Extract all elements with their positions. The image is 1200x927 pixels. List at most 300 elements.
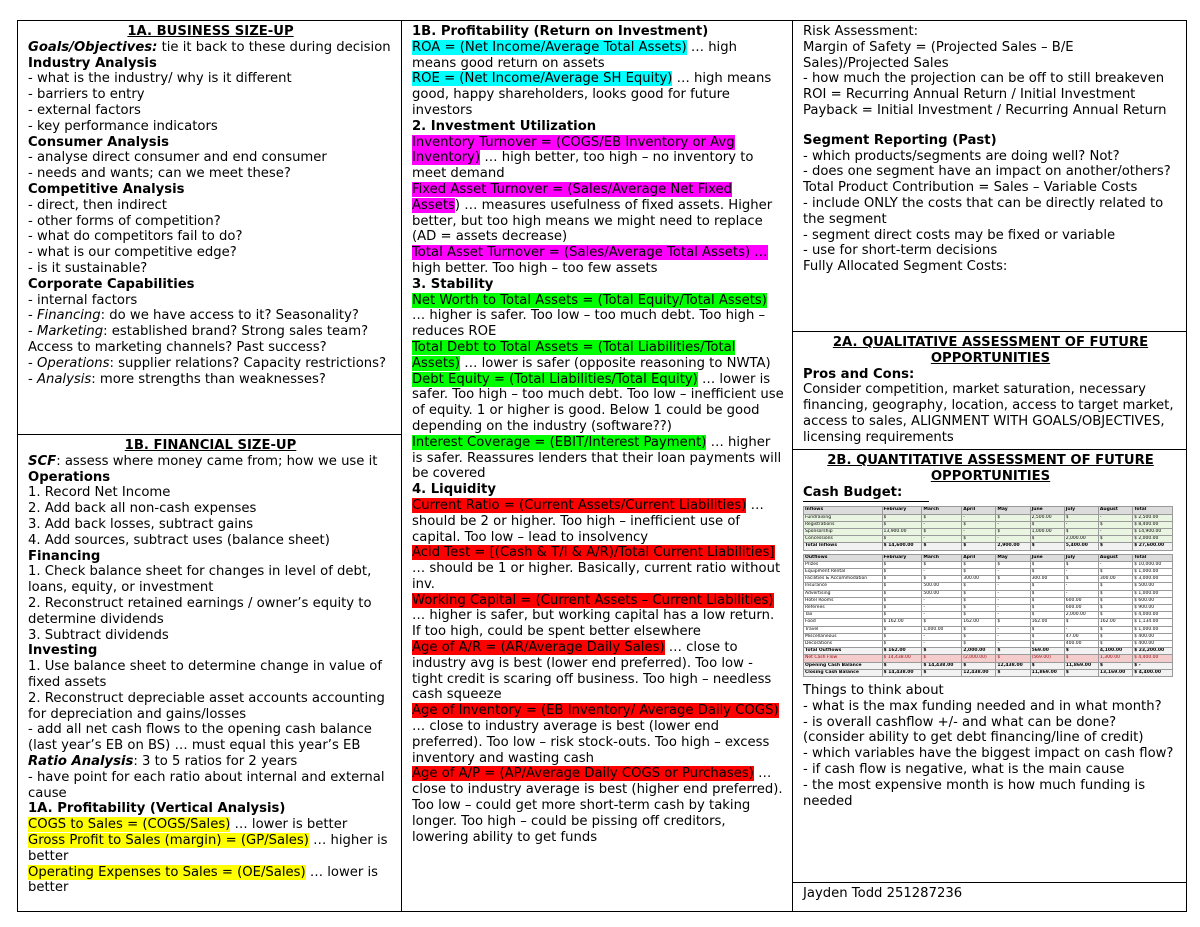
table-cell: -: [996, 521, 1030, 528]
corporate-heading: Corporate Capabilities: [28, 276, 195, 292]
text-line: - which variables have the biggest impact on cash flow?: [803, 746, 1174, 762]
goals-text: tie it back to these during decision: [157, 39, 391, 55]
table-cell: $: [1098, 583, 1132, 590]
list-item: 3. Subtract dividends: [28, 627, 169, 643]
table-cell: 500.00: [922, 590, 962, 597]
goals-label: Goals/Objectives:: [28, 39, 158, 55]
cash-budget-table: [803, 506, 1173, 677]
ratio-note: … close to industry avg is best (lower end preferred). Too low - tight credit is scaring off business. Too high – needless cash squeeze: [412, 640, 772, 703]
table-cell: $: [882, 561, 922, 568]
table-cell: $: [1030, 590, 1064, 597]
section-title: 1A. BUSINESS SIZE-UP: [127, 24, 294, 39]
table-cell: 600.00: [1064, 605, 1098, 612]
table-cell: -: [996, 590, 1030, 597]
table-cell: 600.00: [1064, 597, 1098, 604]
table-cell: $: [1030, 633, 1064, 640]
text-line: Total Product Contribution = Sales – Variable Costs: [803, 180, 1138, 196]
ratio-item: [28, 865, 393, 897]
table-cell: $ 14,600.00: [882, 543, 922, 550]
list-item: - is it sustainable?: [28, 260, 148, 276]
list-item: - Operations: supplier relations? Capacity restrictions?: [28, 355, 387, 371]
ratio-note: … high means good return on assets: [412, 39, 737, 71]
table-cell: -: [922, 641, 962, 648]
row-label: Decorations: [804, 641, 883, 648]
row-label: Travel: [804, 626, 883, 633]
table-cell: February: [882, 554, 922, 561]
row-label: Tax: [804, 612, 883, 619]
table-row: [804, 561, 1173, 568]
table-cell: $ 500.00: [1133, 583, 1173, 590]
table-cell: $: [996, 514, 1030, 521]
vertical-list: [28, 817, 393, 896]
table-cell: 5,400.00: [1064, 543, 1098, 550]
table-cell: $: [1030, 605, 1064, 612]
table-cell: (2,000.00): [962, 655, 996, 662]
vertical-analysis-heading: 1A. Profitability (Vertical Analysis): [28, 801, 286, 817]
list-item: 1. Check balance sheet for changes in level of debt, loans, equity, or investment: [28, 564, 372, 596]
table-cell: $ 14,438.00: [882, 669, 922, 676]
operations-list: [28, 485, 393, 548]
table-cell: -: [922, 536, 962, 543]
table-cell: $ 1,000.00: [1133, 590, 1173, 597]
table-cell: $: [962, 605, 996, 612]
competitive-list: [28, 198, 393, 277]
table-cell: July: [1064, 507, 1098, 514]
table-cell: August: [1098, 554, 1132, 561]
goals-line: [28, 40, 393, 56]
ratio-item: [28, 833, 393, 865]
table-row: [804, 633, 1173, 640]
text-line: - the most expensive month is how much funding is needed: [803, 777, 1146, 809]
table-cell: -: [922, 521, 962, 528]
segment-heading: Segment Reporting (Past): [803, 132, 997, 148]
ratio-note: high better. Too high – too few assets: [412, 260, 658, 276]
ratio-item: [412, 372, 784, 435]
table-cell: March: [922, 507, 962, 514]
table-cell: 2,500.00: [1030, 514, 1064, 521]
table-cell: $: [882, 641, 922, 648]
table-cell: $ 4,400.00: [1133, 655, 1173, 662]
list-item: 2. Add back all non-cash expenses: [28, 501, 257, 517]
table-cell: $: [1098, 569, 1132, 576]
author-cell: [792, 882, 1187, 912]
cash-budget-label-wrap: [803, 485, 1178, 503]
table-cell: $: [882, 576, 922, 583]
table-cell: -: [962, 514, 996, 521]
text-line: Things to think about: [803, 683, 944, 699]
table-row: [804, 655, 1173, 662]
table-cell: $ 14,438.00: [922, 662, 962, 669]
table-cell: $ 400.00: [1133, 641, 1173, 648]
table-cell: -: [1064, 590, 1098, 597]
industry-list: [28, 71, 393, 134]
table-cell: $: [962, 612, 996, 619]
table-cell: -: [1064, 521, 1098, 528]
row-label: Inflows: [804, 507, 883, 514]
section-title: 2A. QUALITATIVE ASSESSMENT OF FUTURE OPPORTUNITIES: [832, 335, 1149, 366]
table-cell: $: [922, 619, 962, 626]
text-line: - if cash flow is negative, what is the main cause: [803, 762, 1125, 778]
table-cell: -: [922, 612, 962, 619]
table-cell: -: [1098, 529, 1132, 536]
ratio-formula: ROE = (Net Income/Average SH Equity): [412, 71, 673, 87]
qualitative-cell: [792, 331, 1187, 450]
table-cell: $: [962, 583, 996, 590]
table-cell: $: [1098, 543, 1132, 550]
financial-size-up-cell: [17, 434, 402, 912]
ratio-formula: Age of A/R = (AR/Average Daily Sales): [412, 640, 665, 656]
item-text: : established brand? Strong sales team? Access to marketing channels? Past success?: [28, 324, 369, 355]
table-cell: $: [922, 561, 962, 568]
ratio-note: … higher is safer. Reassures lenders that their loan payments will be covered: [412, 434, 782, 482]
table-cell: $: [1064, 648, 1098, 655]
row-label: Registrations: [804, 521, 883, 528]
text-line: - include ONLY the costs that can be directly related to the segment: [803, 195, 1164, 227]
ratio-item: [412, 293, 784, 340]
table-cell: $: [996, 655, 1030, 662]
ratio-note: ) … measures usefulness of fixed assets. Higher better, but too high means we might need to replace (AD = assets decrease): [412, 197, 773, 245]
table-cell: 162.00: [962, 619, 996, 626]
table-row: [804, 529, 1173, 536]
table-cell: $: [962, 590, 996, 597]
table-cell: $: [1098, 597, 1132, 604]
ratio-line: [28, 754, 393, 770]
item-text: : more strengths than weaknesses?: [91, 371, 326, 387]
table-cell: July: [1064, 554, 1098, 561]
table-row: [804, 641, 1173, 648]
table-cell: $: [962, 569, 996, 576]
table-cell: $: [882, 612, 922, 619]
list-item: 2. Reconstruct retained earnings / owner’s equity to determine dividends: [28, 595, 372, 627]
list-item: 3. Add back losses, subtract gains: [28, 516, 254, 532]
ratio-note: … high means good, happy shareholders, looks good for future investors: [412, 71, 772, 118]
ratio-formula: Age of A/P = (AP/Average Daily COGS or Purchases): [412, 766, 754, 782]
list-item: - key performance indicators: [28, 118, 218, 134]
text-line: Payback = Initial Investment / Recurring Annual Return: [803, 102, 1167, 118]
ratio-note: … higher is better: [28, 832, 388, 864]
text-line: ROI = Recurring Annual Return / Initial Investment: [803, 87, 1136, 103]
ratio-item: [412, 640, 784, 703]
table-cell: $ 900.00: [1133, 605, 1173, 612]
table-cell: $ 1,134.00: [1133, 619, 1173, 626]
scf-label: SCF: [28, 453, 57, 469]
table-cell: -: [996, 626, 1030, 633]
ratio-formula: Total Asset Turnover = (Sales/Average Total Assets) …: [412, 245, 768, 261]
list-item: - barriers to entry: [28, 87, 145, 103]
table-cell: $: [922, 543, 962, 550]
table-cell: 13,169.00: [1098, 669, 1132, 676]
table-row: [804, 612, 1173, 619]
study-sheet: [17, 20, 1187, 912]
row-label: Concessions: [804, 536, 883, 543]
table-cell: $: [962, 641, 996, 648]
row-label: Advertising: [804, 590, 883, 597]
ratio-note: … lower is safer (opposite reasoning to NWTA): [460, 355, 771, 371]
text-line: - segment direct costs may be fixed or variable: [803, 227, 1116, 243]
table-cell: $: [1030, 662, 1064, 669]
table-cell: $: [882, 633, 922, 640]
table-cell: $ 4,400.00: [1133, 669, 1173, 676]
ratio-item: [412, 545, 784, 592]
table-cell: -: [1064, 569, 1098, 576]
text-line: Margin of Safety = (Projected Sales – B/E Sales)/Projected Sales: [803, 39, 1074, 71]
ratio-item: [412, 703, 784, 766]
row-label: Outflows: [804, 554, 883, 561]
table-cell: $: [1064, 561, 1098, 568]
table-cell: $: [962, 536, 996, 543]
text-line: - how much the projection can be off to still breakeven: [803, 71, 1165, 87]
table-cell: $: [882, 597, 922, 604]
ratio-note: … close to industry average is best (lower end preferred). Too low – risk stock-outs. Too high – excess inventory and wasting cash: [412, 719, 770, 766]
table-cell: $: [1030, 626, 1064, 633]
stability-heading: 3. Stability: [412, 276, 494, 292]
list-item: - Financing: do we have access to it? Seasonality?: [28, 308, 359, 324]
text-line: - does one segment have an impact on another/others?: [803, 164, 1171, 180]
item-label: Financing: [36, 308, 101, 324]
table-cell: $: [1098, 633, 1132, 640]
list-item: - internal factors: [28, 292, 138, 308]
table-cell: $: [882, 605, 922, 612]
table-row: [804, 569, 1173, 576]
table-cell: $: [922, 576, 962, 583]
table-row: [804, 576, 1173, 583]
table-cell: $ 162.00: [882, 648, 922, 655]
table-cell: 1,000.00: [1030, 529, 1064, 536]
table-cell: 11,869.00: [1064, 662, 1098, 669]
ratio-formula: Acid Test = [(Cash & T/I & A/R)/Total Current Liabilities]: [412, 545, 775, 561]
table-row: [804, 514, 1173, 521]
ratio-formula: Current Ratio = (Current Assets/Current Liabilities): [412, 497, 747, 513]
row-label: Hotel Rooms: [804, 597, 883, 604]
table-cell: 2,000.00: [962, 648, 996, 655]
table-cell: -: [962, 529, 996, 536]
table-cell: -: [922, 597, 962, 604]
table-cell: 300.00: [1098, 576, 1132, 583]
ratio-formula: Net Worth to Total Assets = (Total Equity/Total Assets): [412, 292, 767, 308]
table-cell: -: [996, 583, 1030, 590]
ratio-text: : 3 to 5 ratios for 2 years: [133, 753, 298, 769]
pros-cons-heading: Pros and Cons:: [803, 366, 915, 382]
table-cell: June: [1030, 507, 1064, 514]
table-cell: -: [996, 641, 1030, 648]
ratio-item: [412, 593, 784, 640]
table-cell: $ 400.00: [1133, 633, 1173, 640]
corporate-list: [28, 308, 393, 387]
table-cell: 2,000.00: [1064, 612, 1098, 619]
table-cell: $: [922, 514, 962, 521]
item-label: Operations: [36, 355, 110, 371]
table-cell: $ 8,400.00: [1133, 521, 1173, 528]
ratio-note: … lower is better: [28, 864, 379, 896]
table-cell: $: [1064, 514, 1098, 521]
table-cell: -: [996, 597, 1030, 604]
list-item: - Marketing: established brand? Strong sales team? Access to marketing channels? Past success?: [28, 324, 369, 355]
table-cell: $: [1030, 536, 1064, 543]
table-cell: $: [1030, 561, 1064, 568]
row-label: Opening Cash Balance: [804, 662, 883, 669]
table-cell: $: [1098, 521, 1132, 528]
table-cell: $: [996, 648, 1030, 655]
row-label: Total Outflows: [804, 648, 883, 655]
table-cell: -: [996, 605, 1030, 612]
table-cell: 500.00: [922, 583, 962, 590]
table-row: [804, 662, 1173, 669]
table-cell: $: [1030, 641, 1064, 648]
ratio-formula: Fixed Asset Turnover = (Sales/Average Net Fixed Assets: [412, 181, 732, 213]
table-cell: $: [1064, 669, 1098, 676]
table-cell: -: [996, 569, 1030, 576]
table-cell: $: [1030, 612, 1064, 619]
table-cell: $ 14,438.00: [882, 655, 922, 662]
table-cell: $ 1,000.00: [1133, 569, 1173, 576]
table-cell: $: [996, 619, 1030, 626]
table-cell: March: [922, 554, 962, 561]
table-cell: $: [962, 633, 996, 640]
ratio-note: … close to industry average is best (higher end preferred). Too low – could get more short-term cash by taking longer. Too high – could be pissing off creditors, lowering ability to get funds: [412, 766, 783, 845]
table-cell: $: [1098, 605, 1132, 612]
table-cell: May: [996, 507, 1030, 514]
table-cell: $: [1098, 641, 1132, 648]
row-label: Food: [804, 619, 883, 626]
table-row: [804, 583, 1173, 590]
table-cell: $: [922, 648, 962, 655]
table-cell: 1,300.00: [1098, 655, 1132, 662]
table-cell: 162.00: [1030, 619, 1064, 626]
table-cell: $ 23,200.00: [1133, 648, 1173, 655]
investing-heading: Investing: [28, 643, 98, 659]
table-cell: $: [882, 590, 922, 597]
table-cell: February: [882, 507, 922, 514]
risk-segment-cell: [792, 20, 1187, 332]
ratio-item: [412, 40, 784, 72]
table-cell: $: [1030, 521, 1064, 528]
item-text: : supplier relations? Capacity restrictions?: [109, 355, 387, 371]
table-cell: $ 162.00: [882, 619, 922, 626]
ratio-item: [28, 817, 393, 833]
consumer-list: [28, 150, 393, 182]
table-cell: April: [962, 507, 996, 514]
table-cell: -: [996, 536, 1030, 543]
ratio-formula: Operating Expenses to Sales = (OE/Sales): [28, 864, 306, 880]
table-cell: $: [882, 521, 922, 528]
investing-list: [28, 659, 393, 754]
table-row: [804, 669, 1173, 676]
text-line: Fully Allocated Segment Costs:: [803, 259, 1008, 275]
spacer: [803, 119, 1178, 133]
row-label: Net Cash Flow: [804, 655, 883, 662]
table-row: [804, 605, 1173, 612]
text-line: Risk Assessment:: [803, 24, 919, 39]
table-cell: $: [922, 655, 962, 662]
table-cell: -: [922, 633, 962, 640]
table-cell: $: [1064, 619, 1098, 626]
table-cell: 162.00: [1098, 619, 1132, 626]
row-label: Facilities & Accommodation: [804, 576, 883, 583]
table-cell: $: [882, 583, 922, 590]
scf-line: [28, 454, 393, 470]
table-cell: $: [922, 669, 962, 676]
item-label: Analysis: [36, 371, 92, 387]
text-line: - is overall cashflow +/- and what can be done? (consider ability to get debt financing/line of credit): [803, 714, 1144, 746]
table-cell: -: [1064, 583, 1098, 590]
table-cell: $: [1030, 543, 1064, 550]
ratio-note: … should be 2 or higher. Too high – inefficient use of capital. Too low – lead to insolvency: [412, 497, 764, 545]
table-cell: April: [962, 554, 996, 561]
table-cell: $ 27,600.00: [1133, 543, 1173, 550]
row-label: Fundraising: [804, 514, 883, 521]
competitive-heading: Competitive Analysis: [28, 181, 185, 197]
table-cell: $ 14,900.00: [1133, 529, 1173, 536]
table-row: [804, 507, 1173, 514]
ratio-item: [412, 135, 784, 182]
table-cell: $: [1098, 612, 1132, 619]
table-cell: Total: [1133, 554, 1173, 561]
ratio-formula: Total Debt to Total Assets = (Total Liabilities/Total Assets): [412, 339, 736, 371]
ratio-label: Ratio Analysis: [28, 753, 134, 769]
ratio-formula: ROA = (Net Income/Average Total Assets): [412, 39, 687, 55]
row-label: Prizes: [804, 561, 883, 568]
ratio-note: … should be 1 or higher. Basically, current ratio without inv.: [412, 561, 781, 592]
row-label: Insurance: [804, 583, 883, 590]
table-row: [804, 619, 1173, 626]
list-item: - add all net cash flows to the opening cash balance (last year’s EB on BS) … must equal this year’s EB: [28, 722, 372, 754]
ratio-note: … high better, too high – no inventory to meet demand: [412, 150, 754, 182]
section-title: 2B. QUANTITATIVE ASSESSMENT OF FUTURE OPPORTUNITIES: [827, 453, 1154, 484]
table-cell: $: [962, 662, 996, 669]
table-cell: $: [996, 576, 1030, 583]
table-cell: 569.00: [1030, 648, 1064, 655]
table-cell: $: [1064, 529, 1098, 536]
table-cell: $: [1030, 583, 1064, 590]
heading-underline: [803, 501, 929, 502]
table-cell: $: [1098, 626, 1132, 633]
table-cell: $ 3,000.00: [1133, 576, 1173, 583]
quantitative-cell: [792, 449, 1187, 883]
section-title: 1B. FINANCIAL SIZE-UP: [124, 438, 297, 453]
table-cell: $: [882, 514, 922, 521]
ratio-formula: Gross Profit to Sales (margin) = (GP/Sales): [28, 832, 309, 848]
table-row: [804, 597, 1173, 604]
table-cell: $: [1098, 536, 1132, 543]
ratio-item: [412, 245, 784, 277]
item-label: Marketing: [36, 324, 104, 340]
table-cell: $: [962, 597, 996, 604]
ratio-formula: Age of Inventory = (EB Inventory/ Average Daily COGS): [412, 703, 779, 719]
table-cell: $ 2,500.00: [1133, 514, 1173, 521]
text-line: - what is the max funding needed and in what month?: [803, 698, 1162, 714]
table-cell: 13,900.00: [882, 529, 922, 536]
ratio-formula: Debt Equity = (Total Liabilities/Total Equity): [412, 371, 698, 387]
table-cell: 2,900.00: [996, 543, 1030, 550]
text-line: - use for short-term decisions: [803, 243, 998, 259]
table-row: [804, 536, 1173, 543]
liquidity-heading: 4. Liquidity: [412, 482, 496, 498]
table-cell: June: [1030, 554, 1064, 561]
table-cell: $: [996, 669, 1030, 676]
table-cell: August: [1098, 507, 1132, 514]
table-cell: $: [1030, 569, 1064, 576]
list-item: - direct, then indirect: [28, 197, 167, 213]
table-cell: 400.00: [1064, 641, 1098, 648]
pros-cons-text: Consider competition, market saturation, necessary financing, geography, location, access to target market, access to sales, ALIGNMENT WITH GOALS/OBJECTIVES, licensing requirements: [803, 382, 1174, 445]
ratio-item: [412, 182, 784, 245]
utilization-heading: 2. Investment Utilization: [412, 118, 597, 134]
row-label: Sponsorship: [804, 529, 883, 536]
table-cell: 4,100.00: [1098, 648, 1132, 655]
table-cell: $ 600.00: [1133, 597, 1173, 604]
row-label: Total Inflows: [804, 543, 883, 550]
table-row: [804, 626, 1173, 633]
